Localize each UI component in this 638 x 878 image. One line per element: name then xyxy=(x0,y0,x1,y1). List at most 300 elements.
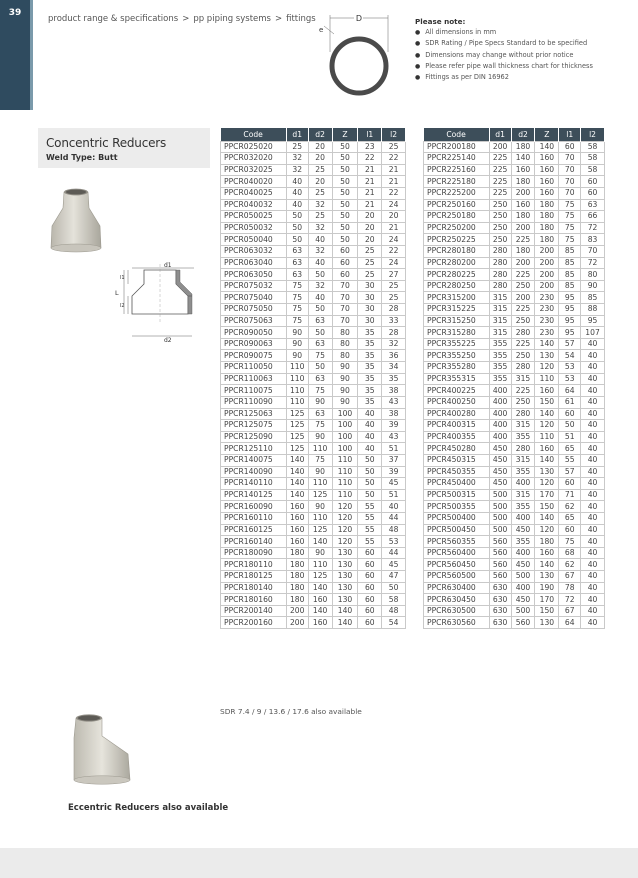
dimension-cell: 110 xyxy=(332,478,358,490)
dimension-cell: 50 xyxy=(332,176,358,188)
table-row xyxy=(221,559,406,571)
table-row xyxy=(424,222,605,234)
dimension-cell: 32 xyxy=(286,153,308,165)
table-row xyxy=(221,605,406,617)
table-row xyxy=(424,199,605,211)
dimension-cell: 50 xyxy=(286,222,308,234)
note-item: ● Please refer pipe wall thickness chart for thickness xyxy=(415,61,593,72)
dimension-cell: 40 xyxy=(581,396,605,408)
dimension-cell: 90 xyxy=(286,350,308,362)
product-code-cell: PPCR160090 xyxy=(221,501,287,513)
dimension-cell: 40 xyxy=(581,408,605,420)
product-code-cell: PPCR040025 xyxy=(221,187,287,199)
dimension-cell: 50 xyxy=(358,454,382,466)
dimension-cell: 100 xyxy=(332,443,358,455)
table-row xyxy=(424,362,605,374)
dimension-cell: 160 xyxy=(535,443,559,455)
product-code-cell: PPCR075040 xyxy=(221,292,287,304)
dimension-cell: 120 xyxy=(535,420,559,432)
table-row xyxy=(424,605,605,617)
product-code-cell: PPCR032025 xyxy=(221,164,287,176)
table-row xyxy=(424,257,605,269)
dimension-cell: 560 xyxy=(489,571,511,583)
dimension-cell: 190 xyxy=(535,582,559,594)
table-row xyxy=(424,582,605,594)
dimension-cell: 54 xyxy=(382,617,406,629)
dimension-cell: 61 xyxy=(559,396,581,408)
reducer-technical-drawing xyxy=(112,262,220,346)
dimension-cell: 355 xyxy=(489,350,511,362)
product-code-cell: PPCR200160 xyxy=(221,617,287,629)
dimension-cell: 40 xyxy=(286,176,308,188)
dimension-cell: 35 xyxy=(358,338,382,350)
dimension-cell: 315 xyxy=(489,315,511,327)
column-header: Code xyxy=(424,128,490,141)
product-code-cell: PPCR075050 xyxy=(221,304,287,316)
dimension-cell: 40 xyxy=(581,617,605,629)
dimension-cell: 225 xyxy=(511,385,535,397)
dimension-cell: 450 xyxy=(489,443,511,455)
table-row xyxy=(424,280,605,292)
dimension-cell: 120 xyxy=(332,513,358,525)
breadcrumb-item: fittings xyxy=(286,14,316,24)
dimension-cell: 95 xyxy=(559,304,581,316)
dimension-cell: 280 xyxy=(489,269,511,281)
dimension-cell: 66 xyxy=(581,211,605,223)
dimension-cell: 180 xyxy=(535,199,559,211)
dimension-cell: 50 xyxy=(332,199,358,211)
dimension-cell: 60 xyxy=(332,245,358,257)
product-code-cell: PPCR280225 xyxy=(424,269,490,281)
product-code-cell: PPCR160110 xyxy=(221,513,287,525)
product-code-cell: PPCR090075 xyxy=(221,350,287,362)
dimension-cell: 24 xyxy=(382,257,406,269)
dimension-cell: 400 xyxy=(489,420,511,432)
dimension-cell: 64 xyxy=(559,617,581,629)
dimension-cell: 200 xyxy=(286,617,308,629)
product-code-cell: PPCR063040 xyxy=(221,257,287,269)
dimension-cell: 200 xyxy=(535,245,559,257)
dimension-cell: 22 xyxy=(382,153,406,165)
dimension-cell: 315 xyxy=(511,489,535,501)
dimension-cell: 315 xyxy=(511,373,535,385)
dimension-cell: 21 xyxy=(358,187,382,199)
dimension-cell: 70 xyxy=(332,292,358,304)
table-row xyxy=(221,489,406,501)
dimension-cell: 125 xyxy=(286,420,308,432)
dimension-cell: 33 xyxy=(382,315,406,327)
product-code-cell: PPCR180140 xyxy=(221,582,287,594)
table-row xyxy=(221,513,406,525)
product-code-cell: PPCR160125 xyxy=(221,524,287,536)
table-row xyxy=(424,141,605,153)
breadcrumb-separator: > xyxy=(182,14,190,24)
dimension-cell: 50 xyxy=(332,141,358,153)
dimension-cell: 140 xyxy=(308,582,332,594)
table-row xyxy=(424,547,605,559)
dimension-cell: 72 xyxy=(559,594,581,606)
dimension-cell: 25 xyxy=(308,164,332,176)
dimension-cell: 40 xyxy=(308,257,332,269)
dimension-cell: 20 xyxy=(308,141,332,153)
dimension-cell: 120 xyxy=(332,524,358,536)
dimension-cell: 107 xyxy=(581,327,605,339)
dimension-cell: 200 xyxy=(511,222,535,234)
dimension-cell: 225 xyxy=(489,176,511,188)
dimension-cell: 90 xyxy=(332,373,358,385)
dimension-cell: 355 xyxy=(511,501,535,513)
product-code-cell: PPCR075032 xyxy=(221,280,287,292)
dimension-cell: 62 xyxy=(559,559,581,571)
dimension-cell: 450 xyxy=(511,594,535,606)
dimension-cell: 110 xyxy=(286,373,308,385)
dimension-cell: 450 xyxy=(489,478,511,490)
dimension-cell: 32 xyxy=(308,199,332,211)
product-code-cell: PPCR400280 xyxy=(424,408,490,420)
dimension-cell: 160 xyxy=(308,594,332,606)
dimension-cell: 180 xyxy=(286,594,308,606)
dimension-cell: 65 xyxy=(559,513,581,525)
column-header: d2 xyxy=(308,128,332,141)
dimension-cell: 355 xyxy=(511,431,535,443)
dimension-cell: 65 xyxy=(559,443,581,455)
dimension-cell: 60 xyxy=(332,257,358,269)
dimension-cell: 110 xyxy=(308,443,332,455)
product-code-cell: PPCR225200 xyxy=(424,187,490,199)
product-code-cell: PPCR355225 xyxy=(424,338,490,350)
dimension-cell: 35 xyxy=(358,327,382,339)
dimension-cell: 30 xyxy=(358,315,382,327)
dimension-cell: 58 xyxy=(581,141,605,153)
dimension-cell: 34 xyxy=(382,362,406,374)
dimension-cell: 50 xyxy=(332,164,358,176)
table-row xyxy=(221,385,406,397)
page-tab-accent xyxy=(30,0,33,110)
dimension-cell: 250 xyxy=(511,350,535,362)
product-code-cell: PPCR050025 xyxy=(221,211,287,223)
product-code-cell: PPCR180125 xyxy=(221,571,287,583)
dimension-cell: 50 xyxy=(286,211,308,223)
table-row xyxy=(424,176,605,188)
dimension-cell: 58 xyxy=(581,153,605,165)
spec-table-left xyxy=(220,128,406,629)
dimension-cell: 63 xyxy=(308,338,332,350)
dimension-cell: 62 xyxy=(559,501,581,513)
table-row xyxy=(221,617,406,629)
product-code-cell: PPCR450280 xyxy=(424,443,490,455)
dimension-cell: 40 xyxy=(581,350,605,362)
product-code-cell: PPCR140125 xyxy=(221,489,287,501)
product-code-cell: PPCR315280 xyxy=(424,327,490,339)
dimension-cell: 400 xyxy=(511,547,535,559)
table-row xyxy=(221,292,406,304)
dimension-cell: 140 xyxy=(535,338,559,350)
dimension-cell: 40 xyxy=(581,582,605,594)
column-header: Z xyxy=(535,128,559,141)
dimension-cell: 55 xyxy=(358,536,382,548)
dimension-cell: 22 xyxy=(382,245,406,257)
eccentric-reducer-photo xyxy=(68,708,142,790)
table-row xyxy=(424,420,605,432)
table-row xyxy=(221,524,406,536)
dimension-cell: 85 xyxy=(559,257,581,269)
table-row xyxy=(424,245,605,257)
dimension-cell: 140 xyxy=(535,513,559,525)
dimension-cell: 355 xyxy=(489,338,511,350)
dimension-cell: 48 xyxy=(382,524,406,536)
dimension-cell: 200 xyxy=(511,187,535,199)
product-code-cell: PPCR125075 xyxy=(221,420,287,432)
dimension-cell: 225 xyxy=(489,187,511,199)
note-item: ● Dimensions may change without prior notice xyxy=(415,50,593,61)
dimension-cell: 500 xyxy=(489,489,511,501)
product-code-cell: PPCR280250 xyxy=(424,280,490,292)
table-row xyxy=(424,571,605,583)
dimension-cell: 20 xyxy=(308,176,332,188)
dimension-cell: 24 xyxy=(382,199,406,211)
dimension-cell: 630 xyxy=(489,582,511,594)
product-code-cell: PPCR180160 xyxy=(221,594,287,606)
dimension-cell: 53 xyxy=(559,373,581,385)
dimension-cell: 43 xyxy=(382,396,406,408)
dimension-cell: 160 xyxy=(535,547,559,559)
product-code-cell: PPCR630500 xyxy=(424,605,490,617)
dimension-cell: 39 xyxy=(382,420,406,432)
product-code-cell: PPCR315200 xyxy=(424,292,490,304)
dimension-cell: 200 xyxy=(535,269,559,281)
concentric-reducer-photo xyxy=(40,178,112,260)
dimension-cell: 23 xyxy=(358,141,382,153)
dimension-cell: 140 xyxy=(308,605,332,617)
dimension-cell: 160 xyxy=(535,385,559,397)
table-row xyxy=(221,443,406,455)
dimension-cell: 22 xyxy=(358,153,382,165)
product-code-cell: PPCR090050 xyxy=(221,327,287,339)
dimension-cell: 40 xyxy=(308,234,332,246)
dimension-cell: 25 xyxy=(308,211,332,223)
dimension-cell: 25 xyxy=(308,187,332,199)
dimension-cell: 95 xyxy=(559,327,581,339)
page-number: 39 xyxy=(8,8,22,18)
dimension-cell: 32 xyxy=(308,245,332,257)
dimension-cell: 35 xyxy=(358,373,382,385)
dimension-cell: 32 xyxy=(308,222,332,234)
product-code-cell: PPCR400355 xyxy=(424,431,490,443)
product-code-cell: PPCR063032 xyxy=(221,245,287,257)
table-row xyxy=(221,164,406,176)
dimension-cell: 130 xyxy=(535,466,559,478)
table-row xyxy=(221,199,406,211)
dimension-cell: 280 xyxy=(489,257,511,269)
product-code-cell: PPCR560355 xyxy=(424,536,490,548)
dimension-cell: 160 xyxy=(308,617,332,629)
dimension-cell: 60 xyxy=(358,571,382,583)
dimension-cell: 40 xyxy=(286,187,308,199)
product-code-cell: PPCR110050 xyxy=(221,362,287,374)
product-title-box xyxy=(38,128,210,168)
dimension-cell: 36 xyxy=(382,350,406,362)
dimension-cell: 140 xyxy=(535,408,559,420)
table-row xyxy=(424,454,605,466)
dimension-cell: 75 xyxy=(286,304,308,316)
dimension-cell: 70 xyxy=(559,153,581,165)
dimension-cell: 63 xyxy=(286,269,308,281)
dimension-cell: 95 xyxy=(581,315,605,327)
dimension-cell: 60 xyxy=(358,605,382,617)
dimension-cell: 43 xyxy=(382,431,406,443)
product-code-cell: PPCR140110 xyxy=(221,478,287,490)
dimension-cell: 200 xyxy=(489,141,511,153)
dimension-cell: 225 xyxy=(511,269,535,281)
table-row xyxy=(221,153,406,165)
dimension-cell: 70 xyxy=(559,164,581,176)
dimension-cell: 75 xyxy=(308,454,332,466)
dimension-cell: 200 xyxy=(535,280,559,292)
dimension-cell: 40 xyxy=(581,385,605,397)
dimension-cell: 60 xyxy=(581,187,605,199)
dimension-cell: 75 xyxy=(559,234,581,246)
dimension-cell: 32 xyxy=(382,338,406,350)
dimension-cell: 75 xyxy=(308,350,332,362)
dimension-cell: 450 xyxy=(511,524,535,536)
dimension-cell: 40 xyxy=(382,501,406,513)
dimension-cell: 140 xyxy=(535,454,559,466)
dimension-cell: 60 xyxy=(358,547,382,559)
dimension-cell: 400 xyxy=(511,478,535,490)
dimension-cell: 55 xyxy=(358,524,382,536)
table-row xyxy=(424,478,605,490)
dimension-cell: 560 xyxy=(511,617,535,629)
dimension-cell: 125 xyxy=(286,431,308,443)
dimension-cell: 450 xyxy=(489,466,511,478)
dimension-cell: 75 xyxy=(286,280,308,292)
dimension-cell: 160 xyxy=(511,164,535,176)
dimension-cell: 21 xyxy=(358,164,382,176)
product-code-cell: PPCR125110 xyxy=(221,443,287,455)
dimension-cell: 400 xyxy=(511,513,535,525)
product-code-cell: PPCR090063 xyxy=(221,338,287,350)
dimension-cell: 120 xyxy=(535,524,559,536)
table-row xyxy=(424,466,605,478)
dimension-cell: 90 xyxy=(308,396,332,408)
dimension-cell: 500 xyxy=(489,501,511,513)
dimension-cell: 280 xyxy=(511,443,535,455)
product-code-cell: PPCR630450 xyxy=(424,594,490,606)
dimension-cell: 78 xyxy=(559,582,581,594)
product-code-cell: PPCR560400 xyxy=(424,547,490,559)
dimension-cell: 60 xyxy=(358,559,382,571)
dimension-cell: 45 xyxy=(382,559,406,571)
dimension-cell: 72 xyxy=(581,222,605,234)
dimension-cell: 95 xyxy=(559,292,581,304)
dimension-cell: 180 xyxy=(511,211,535,223)
table-row xyxy=(424,594,605,606)
dimension-cell: 50 xyxy=(332,222,358,234)
breadcrumb xyxy=(48,14,316,24)
dimension-cell: 30 xyxy=(358,304,382,316)
dimension-cell: 120 xyxy=(332,501,358,513)
table-row xyxy=(221,373,406,385)
dimension-cell: 85 xyxy=(581,292,605,304)
dimension-cell: 200 xyxy=(511,292,535,304)
dimension-cell: 22 xyxy=(382,187,406,199)
dimension-cell: 180 xyxy=(286,582,308,594)
dimension-cell: 63 xyxy=(308,373,332,385)
dimension-cell: 25 xyxy=(382,141,406,153)
dimension-cell: 55 xyxy=(358,513,382,525)
product-code-cell: PPCR225180 xyxy=(424,176,490,188)
dimension-cell: 400 xyxy=(489,396,511,408)
dimension-cell: 80 xyxy=(332,338,358,350)
dimension-cell: 200 xyxy=(511,257,535,269)
dimension-cell: 90 xyxy=(308,431,332,443)
dimension-cell: 280 xyxy=(511,408,535,420)
dimension-cell: 400 xyxy=(511,582,535,594)
dimension-cell: 90 xyxy=(308,547,332,559)
dimension-cell: 40 xyxy=(581,466,605,478)
dimension-cell: 20 xyxy=(382,211,406,223)
table-row xyxy=(221,245,406,257)
dimension-cell: 83 xyxy=(581,234,605,246)
dimension-cell: 60 xyxy=(559,141,581,153)
dimension-cell: 90 xyxy=(286,327,308,339)
dimension-cell: 70 xyxy=(332,280,358,292)
product-code-cell: PPCR032020 xyxy=(221,153,287,165)
dimension-cell: 180 xyxy=(286,547,308,559)
footer-band xyxy=(0,848,638,878)
table-row xyxy=(221,431,406,443)
dimension-cell: 500 xyxy=(489,513,511,525)
dimension-cell: 40 xyxy=(581,501,605,513)
dimension-cell: 140 xyxy=(332,617,358,629)
dimension-cell: 250 xyxy=(489,211,511,223)
dimension-cell: 37 xyxy=(382,454,406,466)
dimension-cell: 120 xyxy=(535,362,559,374)
dimension-cell: 40 xyxy=(581,513,605,525)
dimension-cell: 63 xyxy=(286,245,308,257)
dimension-cell: 140 xyxy=(332,605,358,617)
dimension-cell: 90 xyxy=(581,280,605,292)
dimension-cell: 110 xyxy=(286,385,308,397)
dimension-cell: 35 xyxy=(358,362,382,374)
dimension-cell: 21 xyxy=(358,199,382,211)
dimension-cell: 50 xyxy=(286,234,308,246)
table-row xyxy=(221,187,406,199)
dimension-cell: 50 xyxy=(559,420,581,432)
dimension-cell: 40 xyxy=(581,559,605,571)
column-header: l2 xyxy=(581,128,605,141)
dimension-cell: 560 xyxy=(489,547,511,559)
column-header: d1 xyxy=(286,128,308,141)
product-code-cell: PPCR355315 xyxy=(424,373,490,385)
dimension-cell: 90 xyxy=(308,501,332,513)
dimension-cell: 53 xyxy=(559,362,581,374)
dimension-cell: 67 xyxy=(559,571,581,583)
column-header: Z xyxy=(332,128,358,141)
dimension-cell: 355 xyxy=(489,362,511,374)
product-code-cell: PPCR500355 xyxy=(424,501,490,513)
dimension-cell: 60 xyxy=(581,176,605,188)
dimension-cell: 355 xyxy=(489,373,511,385)
product-code-cell: PPCR500400 xyxy=(424,513,490,525)
dimension-cell: 21 xyxy=(358,176,382,188)
pipe-cross-section-diagram xyxy=(318,12,398,100)
dimension-cell: 125 xyxy=(308,524,332,536)
dimension-cell: 315 xyxy=(489,304,511,316)
dimension-cell: 160 xyxy=(286,513,308,525)
dimension-cell: 80 xyxy=(332,350,358,362)
dimension-cell: 110 xyxy=(286,362,308,374)
